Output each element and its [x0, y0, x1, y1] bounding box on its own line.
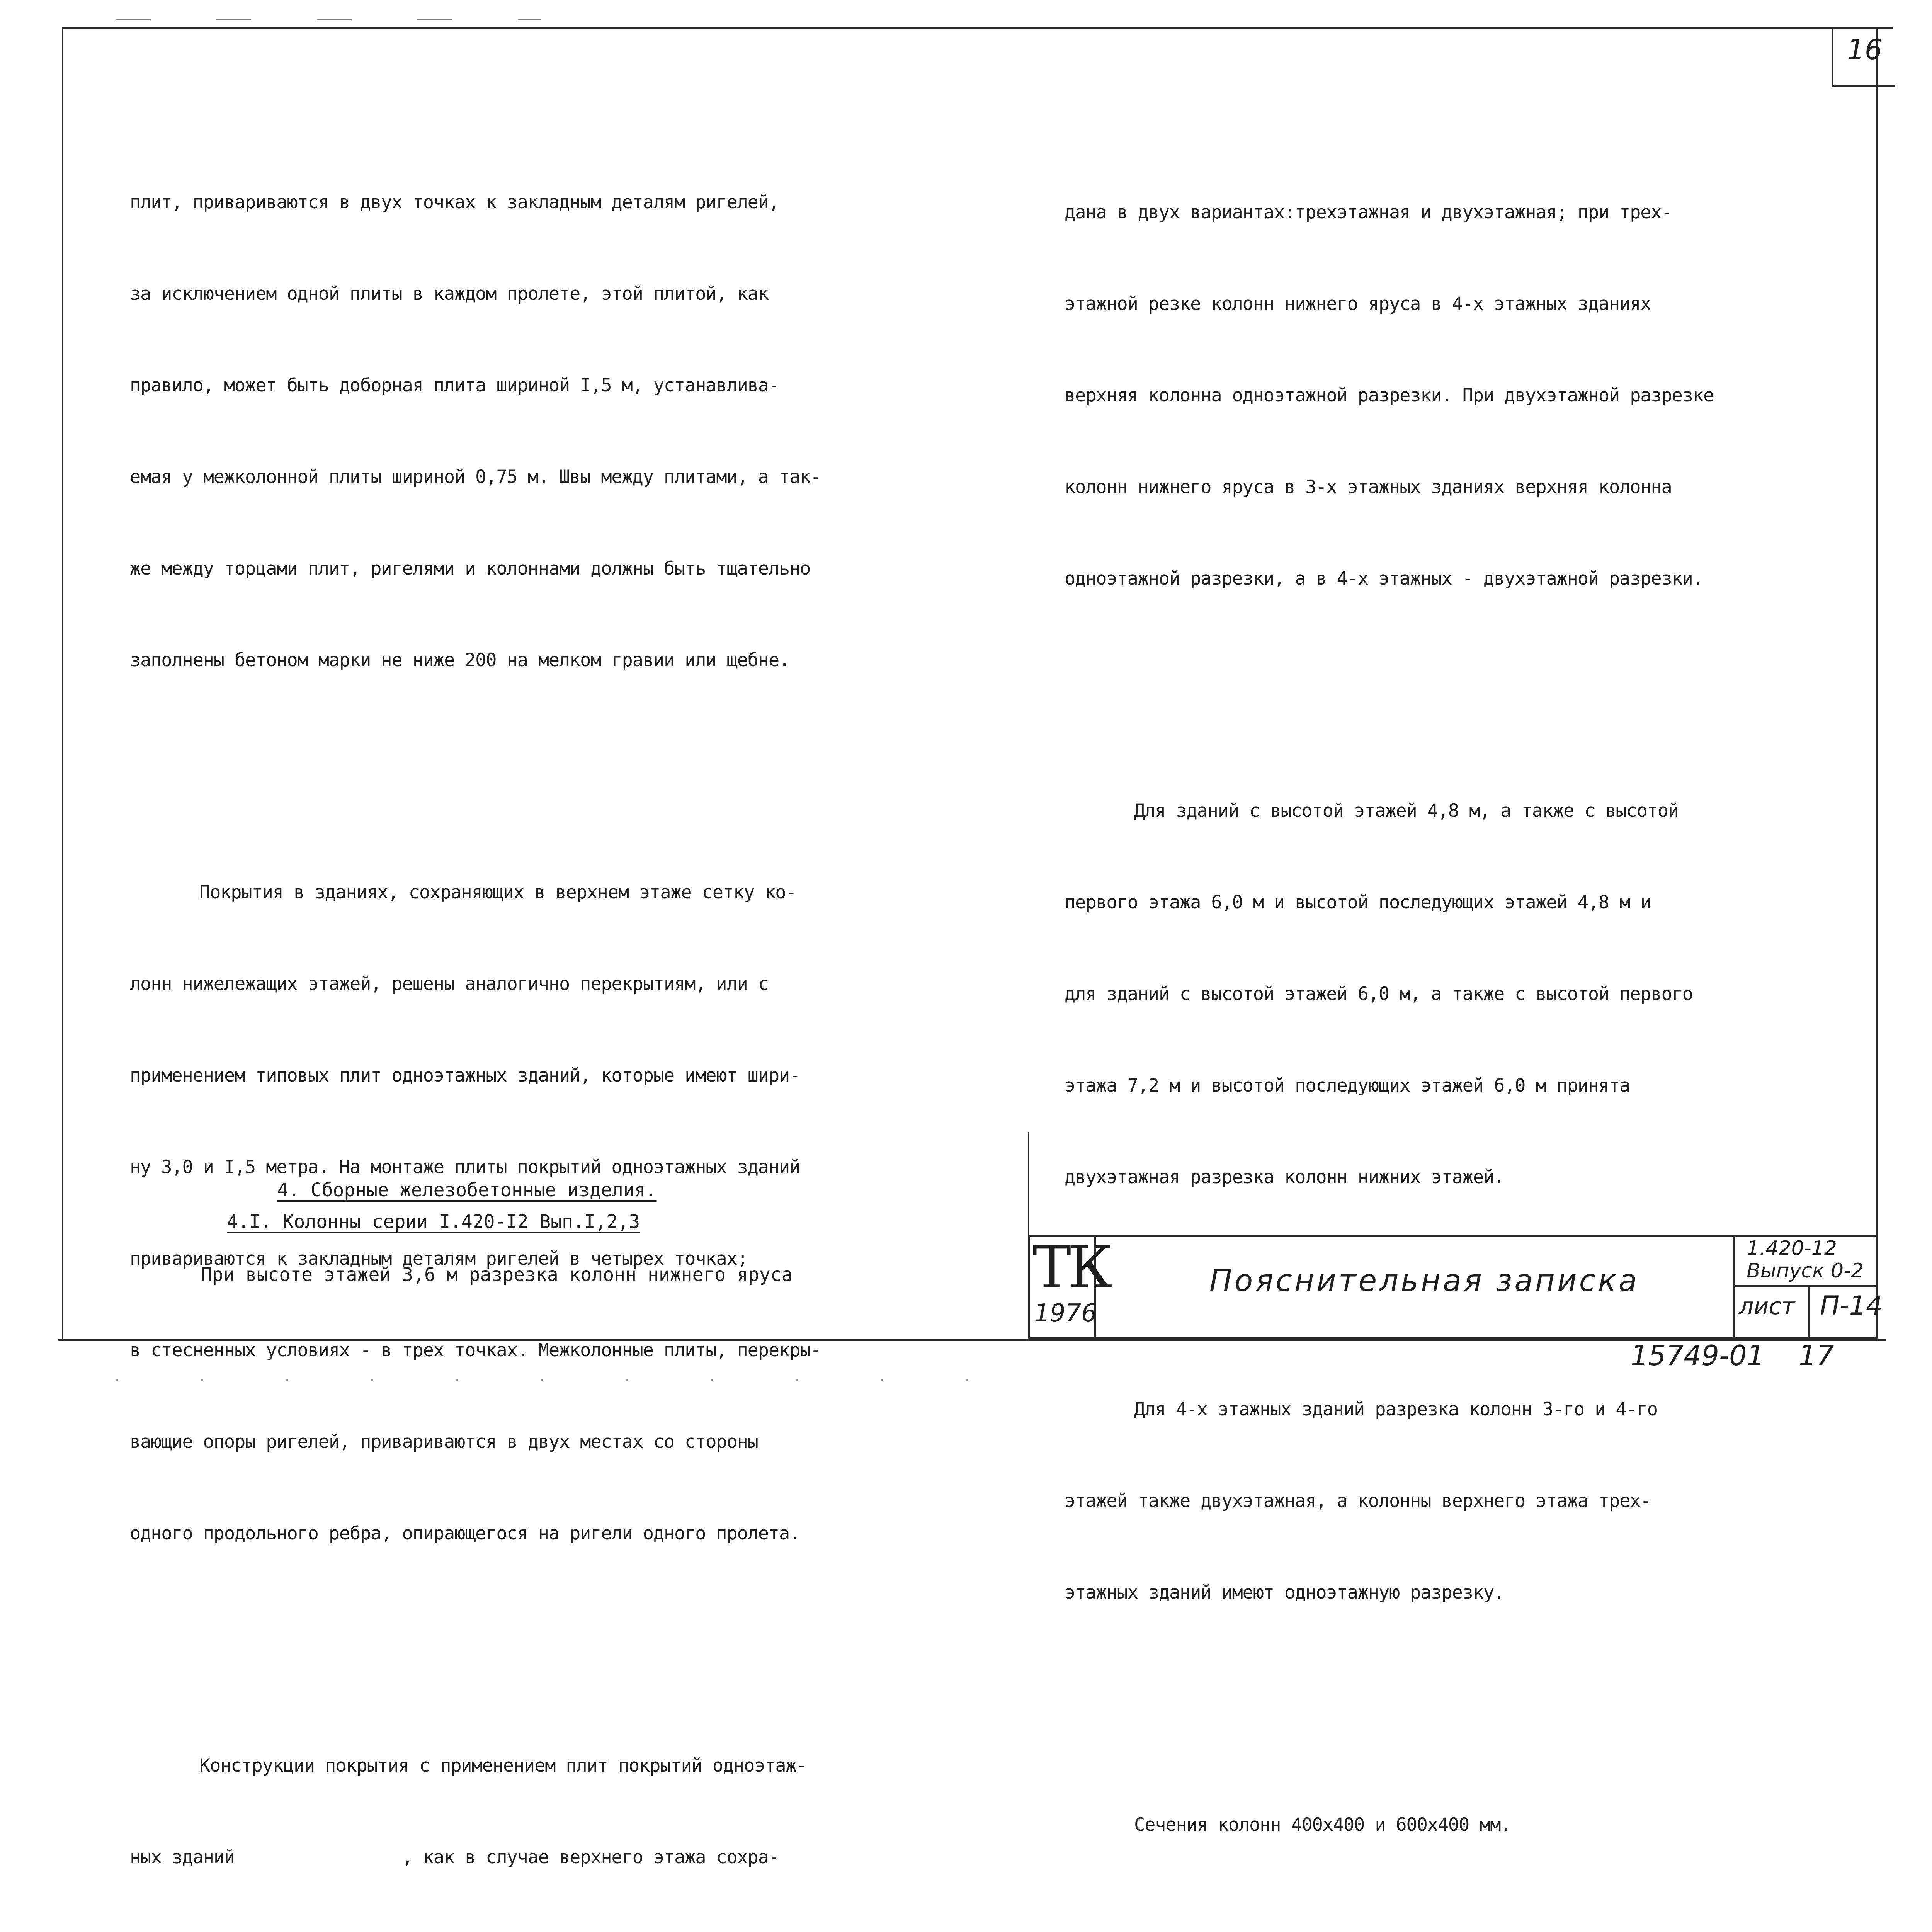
paragraph — [130, 1689, 957, 1932]
top-dash-marks — [116, 19, 541, 20]
sheet-label: лист — [1739, 1293, 1795, 1320]
series-designation — [1747, 1237, 1864, 1282]
text-line: в стесненных условиях - в трех точках. Межколонные плиты, перекры- — [130, 1340, 821, 1361]
text-line: этажных зданий имеют одноэтажную разрезку. — [1065, 1582, 1505, 1603]
text-line: Конструкции покрытия с применением плит покрытий одноэтаж- — [199, 1755, 807, 1776]
paragraph — [1065, 1748, 1891, 1901]
section-heading: 4. Сборные железобетонные изделия. — [277, 1179, 657, 1201]
text-line: Для зданий с высотой этажей 4,8 м, а также с высотой — [1134, 800, 1679, 821]
text-line: верхняя колонна одноэтажной разрезки. При двухэтажной разрезке — [1065, 385, 1714, 406]
text-line: одноэтажной разрезки, а в 4-х этажных - двухэтажной разрезки. — [1065, 568, 1703, 589]
sheet-value: П-14 — [1820, 1291, 1883, 1321]
organization-year: 1976 — [1034, 1299, 1097, 1328]
text-line: Покрытия в зданиях, сохраняющих в верхнем этаже сетку ко- — [199, 882, 796, 903]
title-block-divider — [1733, 1235, 1735, 1339]
text-line: колонн нижнего яруса в 3-х этажных зданиях верхняя колонна — [1065, 476, 1672, 498]
text-line: лонн нижележащих этажей, решены аналогично перекрытиям, или с — [130, 973, 769, 995]
paragraph — [1065, 735, 1891, 1253]
text-line: Сечения колонн 400х400 и 600х400 мм. — [1134, 1814, 1511, 1835]
title-block-divider — [1733, 1285, 1878, 1287]
page-number: 17 — [1799, 1339, 1834, 1372]
text-line: первого этажа 6,0 м и высотой последующих этажей 4,8 м и — [1065, 892, 1651, 913]
text-line: двухэтажная разрезка колонн нижних этажей. — [1065, 1167, 1505, 1188]
text-line: же между торцами плит, ригелями и колоннами должны быть тщательно — [130, 558, 811, 579]
text-line: дана в двух вариантах:трехэтажная и двухэтажная; при трех- — [1065, 202, 1672, 223]
text-line: правило, может быть доборная плита шириной I,5 м, устанавлива- — [130, 375, 779, 396]
series-issue: Выпуск 0-2 — [1747, 1259, 1864, 1282]
text-line: применением типовых плит одноэтажных зданий, которые имеют шири- — [130, 1065, 800, 1086]
left-tail-line: При высоте этажей 3,6 м разрезка колонн нижнего яруса — [201, 1264, 793, 1286]
series-number: 1.420-12 — [1747, 1237, 1837, 1260]
paragraph — [1065, 1333, 1891, 1669]
text-line: вающие опоры ригелей, привариваются в двух местах со стороны — [130, 1431, 758, 1452]
archive-number: 15749-01 — [1631, 1339, 1765, 1372]
sheet-number: 16 — [1847, 33, 1883, 66]
text-line: этажной резке колонн нижнего яруса в 4-х этажных зданиях — [1065, 293, 1651, 315]
text-line: за исключением одной плиты в каждом пролете, этой плитой, как — [130, 283, 769, 304]
paragraph — [1065, 136, 1891, 655]
frame-top-line — [62, 27, 1893, 29]
organization-mark: ТК — [1032, 1234, 1110, 1301]
text-line: этажа 7,2 м и высотой последующих этажей 6,0 м принята — [1065, 1075, 1630, 1096]
subsection-heading: 4.I. Колонны серии I.420-I2 Вып.I,2,3 — [227, 1211, 640, 1233]
right-text-column — [1065, 75, 1891, 1932]
text-line: одного продольного ребра, опирающегося на ригели одного пролета. — [130, 1523, 800, 1544]
text-line: емая у межколонной плиты шириной 0,75 м. Швы между плитами, а так- — [130, 466, 821, 488]
frame-left-line — [62, 27, 63, 1341]
text-line: плит, привариваются в двух точках к закладным деталям ригелей, — [130, 192, 779, 213]
text-line: ных зданий , как в случае верхнего этажа сохра- — [130, 1847, 779, 1868]
paragraph — [130, 126, 957, 736]
text-line: Для 4-х этажных зданий разрезка колонн 3-го и 4-го — [1134, 1399, 1658, 1420]
document-title: Пояснительная записка — [1209, 1264, 1639, 1298]
text-line: для зданий с высотой этажей 6,0 м, а также с высотой первого — [1065, 983, 1693, 1005]
left-text-column — [130, 65, 957, 1932]
text-line: заполнены бетоном марки не ниже 200 на мелком гравии или щебне. — [130, 650, 790, 671]
text-line: ну 3,0 и I,5 метра. На монтаже плиты покрытий одноэтажных зданий — [130, 1156, 800, 1178]
title-block-divider — [1808, 1285, 1810, 1339]
text-line: привариваются к закладным деталям ригелей в четырех точках; — [130, 1248, 748, 1269]
text-line: этажей также двухэтажная, а колонны верхнего этажа трех- — [1065, 1490, 1651, 1512]
